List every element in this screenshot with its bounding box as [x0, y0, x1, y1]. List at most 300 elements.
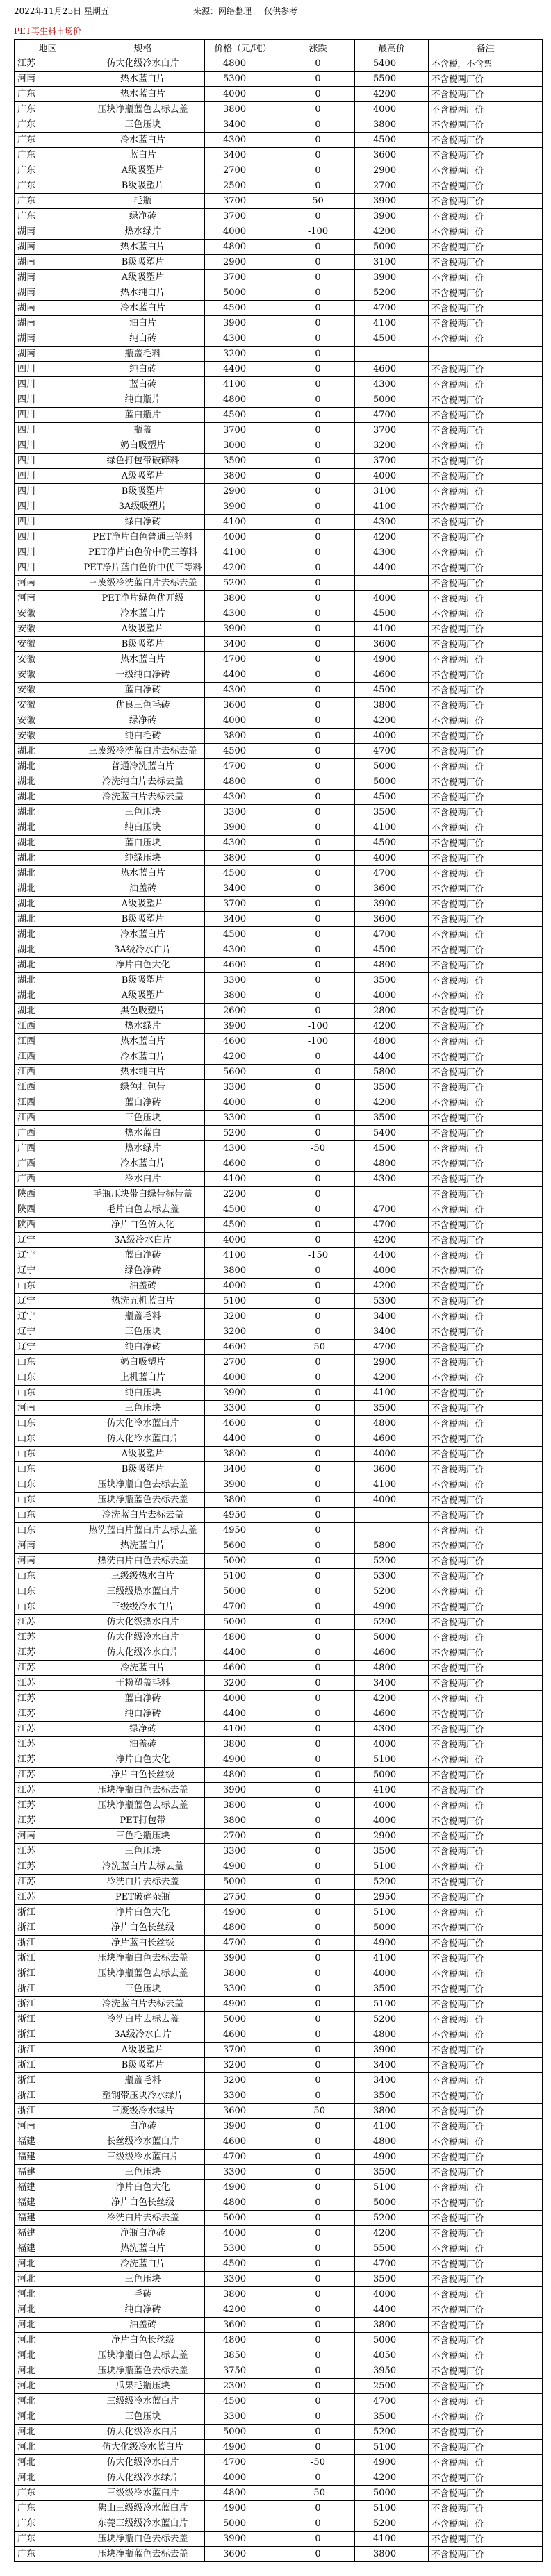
- high-price-cell: 4700: [355, 301, 429, 316]
- high-price-cell: 5400: [355, 56, 429, 72]
- high-price-cell: 4100: [355, 1783, 429, 1798]
- table-row: [15, 2257, 543, 2272]
- change-cell: 0: [281, 1569, 355, 1584]
- note-cell: 不含税两厂价: [429, 2532, 543, 2547]
- table-row: [15, 1966, 543, 1981]
- price-cell: 4900: [205, 1859, 281, 1875]
- change-cell: 0: [281, 2379, 355, 2394]
- table-row: [15, 484, 543, 499]
- spec-cell: 仿大化级冷水白片: [81, 2425, 205, 2440]
- change-cell: -50: [281, 1340, 355, 1355]
- table-row: [15, 2012, 543, 2027]
- region-cell: 河北: [15, 2257, 81, 2272]
- region-cell: 江西: [15, 1034, 81, 1049]
- note-cell: 不含税两厂价: [429, 1691, 543, 1706]
- note-cell: 不含税两厂价: [429, 1966, 543, 1981]
- table-row: [15, 1569, 543, 1584]
- table-row: [15, 1997, 543, 2012]
- table-row: [15, 667, 543, 683]
- table-row: [15, 1905, 543, 1920]
- table-row: [15, 1920, 543, 1936]
- note-cell: 不含税两厂价: [429, 1493, 543, 1508]
- region-cell: 四川: [15, 392, 81, 408]
- change-cell: 0: [281, 973, 355, 988]
- high-price-cell: 4000: [355, 1447, 429, 1462]
- price-cell: 5000: [205, 2012, 281, 2027]
- note-cell: 不含税两厂价: [429, 744, 543, 759]
- price-cell: 4000: [205, 2470, 281, 2486]
- note-cell: 不含税两厂价: [429, 927, 543, 942]
- spec-cell: 净片白色大化: [81, 958, 205, 973]
- price-cell: 5300: [205, 72, 281, 87]
- table-row: [15, 1416, 543, 1431]
- spec-cell: 油盖砖: [81, 1279, 205, 1294]
- note-cell: 不含税两厂价: [429, 454, 543, 469]
- region-cell: 四川: [15, 560, 81, 576]
- price-cell: 4900: [205, 2180, 281, 2195]
- spec-cell: 热水绿片: [81, 224, 205, 240]
- price-cell: 5000: [205, 2516, 281, 2532]
- spec-cell: 绿净砖: [81, 209, 205, 224]
- change-cell: 0: [281, 988, 355, 1004]
- spec-cell: 纯白净砖: [81, 2302, 205, 2318]
- region-cell: 广东: [15, 163, 81, 178]
- region-cell: 河北: [15, 2318, 81, 2333]
- report-source: 来源：网络整理: [193, 6, 252, 16]
- region-cell: 山东: [15, 1508, 81, 1523]
- change-cell: 0: [281, 942, 355, 958]
- table-row: [15, 1477, 543, 1493]
- table-row: [15, 2363, 543, 2379]
- price-cell: 3200: [205, 347, 281, 362]
- price-cell: 5000: [205, 1875, 281, 1890]
- price-cell: 4700: [205, 1599, 281, 1615]
- change-cell: -100: [281, 1019, 355, 1034]
- region-cell: 广东: [15, 209, 81, 224]
- change-cell: 0: [281, 1813, 355, 1829]
- price-cell: 4400: [205, 362, 281, 377]
- spec-cell: 三色压块: [81, 1981, 205, 1997]
- region-cell: 江西: [15, 1080, 81, 1095]
- region-cell: 四川: [15, 438, 81, 454]
- note-cell: 不含税两厂价: [429, 1875, 543, 1890]
- high-price-cell: 3900: [355, 2043, 429, 2058]
- change-cell: 0: [281, 2195, 355, 2211]
- spec-cell: 仿大化级冷水白片: [81, 1630, 205, 1645]
- change-cell: 0: [281, 790, 355, 805]
- change-cell: 0: [281, 2150, 355, 2165]
- high-price-cell: 5000: [355, 2195, 429, 2211]
- table-row: [15, 1431, 543, 1447]
- change-cell: 0: [281, 2318, 355, 2333]
- region-cell: 辽宁: [15, 1324, 81, 1340]
- region-cell: 安徽: [15, 729, 81, 744]
- change-cell: 0: [281, 1905, 355, 1920]
- price-cell: 3700: [205, 194, 281, 209]
- region-cell: 辽宁: [15, 1340, 81, 1355]
- price-cell: 4800: [205, 2195, 281, 2211]
- spec-cell: A级吸塑片: [81, 1447, 205, 1462]
- high-price-cell: 3700: [355, 423, 429, 438]
- note-cell: 不含税两厂价: [429, 1798, 543, 1813]
- spec-cell: 热水蓝白片: [81, 652, 205, 667]
- change-cell: 0: [281, 1966, 355, 1981]
- region-cell: 河北: [15, 2470, 81, 2486]
- table-row: [15, 2150, 543, 2165]
- change-cell: 0: [281, 1859, 355, 1875]
- spec-cell: 净瓶白净砖: [81, 2226, 205, 2241]
- note-cell: 不含税两厂价: [429, 1401, 543, 1416]
- region-cell: 山东: [15, 1370, 81, 1386]
- change-cell: 0: [281, 1936, 355, 1951]
- spec-cell: 净片白色仿大化: [81, 1218, 205, 1233]
- region-cell: 山东: [15, 1462, 81, 1477]
- high-price-cell: 4900: [355, 1599, 429, 1615]
- spec-cell: 瓶盖: [81, 423, 205, 438]
- note-cell: 不含税两厂价: [429, 1477, 543, 1493]
- spec-cell: 绿净砖: [81, 1722, 205, 1737]
- change-cell: 0: [281, 2333, 355, 2348]
- change-cell: 0: [281, 423, 355, 438]
- region-cell: 河南: [15, 1538, 81, 1554]
- price-cell: 3900: [205, 1783, 281, 1798]
- note-cell: 不含税两厂价: [429, 2241, 543, 2257]
- spec-cell: PET净片蓝白色价中优三等料: [81, 560, 205, 576]
- price-cell: 3200: [205, 1676, 281, 1691]
- note-cell: 不含税两厂价: [429, 1141, 543, 1156]
- spec-cell: 冷洗蓝白片: [81, 1661, 205, 1676]
- high-price-cell: 4400: [355, 2302, 429, 2318]
- price-cell: 4500: [205, 2394, 281, 2409]
- region-cell: 四川: [15, 484, 81, 499]
- high-price-cell: 4100: [355, 499, 429, 515]
- change-cell: 0: [281, 362, 355, 377]
- high-price-cell: 4700: [355, 1340, 429, 1355]
- table-row: [15, 836, 543, 851]
- change-cell: 0: [281, 1752, 355, 1768]
- high-price-cell: 3600: [355, 148, 429, 163]
- note-cell: 不含税两厂价: [429, 117, 543, 133]
- price-cell: 3900: [205, 820, 281, 836]
- spec-cell: 压块净瓶白色去标去盖: [81, 1951, 205, 1966]
- note-cell: 不含税两厂价: [429, 2058, 543, 2073]
- change-cell: 0: [281, 1493, 355, 1508]
- change-cell: 0: [281, 1065, 355, 1080]
- change-cell: 0: [281, 163, 355, 178]
- region-cell: 山东: [15, 1386, 81, 1401]
- note-cell: 不含税两厂价: [429, 1202, 543, 1218]
- note-cell: 不含税两厂价: [429, 836, 543, 851]
- spec-cell: 热水蓝白: [81, 1126, 205, 1141]
- spec-cell: 纯白砖: [81, 362, 205, 377]
- note-cell: 不含税两厂价: [429, 1049, 543, 1065]
- spec-cell: 绿色打包带: [81, 1080, 205, 1095]
- region-cell: 四川: [15, 530, 81, 545]
- note-cell: 不含税两厂价: [429, 1263, 543, 1279]
- note-cell: 不含税两厂价: [429, 1172, 543, 1187]
- price-cell: 3800: [205, 2287, 281, 2302]
- high-price-cell: 4700: [355, 2394, 429, 2409]
- table-row: [15, 1981, 543, 1997]
- table-row: [15, 927, 543, 942]
- table-row: [15, 2532, 543, 2547]
- table-row: [15, 1676, 543, 1691]
- high-price-cell: 4500: [355, 836, 429, 851]
- table-row: [15, 1752, 543, 1768]
- table-row: [15, 2501, 543, 2516]
- change-cell: 0: [281, 1386, 355, 1401]
- table-row: [15, 988, 543, 1004]
- note-cell: 不含税两厂价: [429, 683, 543, 698]
- change-cell: 0: [281, 133, 355, 148]
- spec-cell: 黑色吸塑片: [81, 1004, 205, 1019]
- price-cell: 4400: [205, 1706, 281, 1722]
- high-price-cell: 5500: [355, 72, 429, 87]
- spec-cell: PET打包带: [81, 1813, 205, 1829]
- table-row: [15, 606, 543, 622]
- note-cell: 不含税两厂价: [429, 1416, 543, 1431]
- high-price-cell: 5200: [355, 2425, 429, 2440]
- high-price-cell: [355, 1508, 429, 1523]
- change-cell: 0: [281, 698, 355, 713]
- price-cell: 4700: [205, 2150, 281, 2165]
- region-cell: 四川: [15, 377, 81, 392]
- price-cell: 3400: [205, 912, 281, 927]
- change-cell: 0: [281, 515, 355, 530]
- table-row: [15, 560, 543, 576]
- high-price-cell: 5000: [355, 392, 429, 408]
- high-price-cell: 4700: [355, 927, 429, 942]
- note-cell: 不含税两厂价: [429, 377, 543, 392]
- spec-cell: 仿大化级冷水白片: [81, 2455, 205, 2470]
- change-cell: 0: [281, 836, 355, 851]
- price-cell: 3900: [205, 2532, 281, 2547]
- table-row: [15, 178, 543, 194]
- high-price-cell: 3600: [355, 1462, 429, 1477]
- high-price-cell: [355, 1187, 429, 1202]
- region-cell: 浙江: [15, 1997, 81, 2012]
- change-cell: 0: [281, 1126, 355, 1141]
- change-cell: 0: [281, 87, 355, 102]
- note-cell: 不含税两厂价: [429, 622, 543, 637]
- note-cell: 不含税两厂价: [429, 2363, 543, 2379]
- spec-cell: 冷水白片: [81, 1172, 205, 1187]
- spec-cell: B级吸塑片: [81, 178, 205, 194]
- region-cell: 四川: [15, 499, 81, 515]
- table-row: [15, 1722, 543, 1737]
- high-price-cell: 4000: [355, 1737, 429, 1752]
- table-row: [15, 2470, 543, 2486]
- price-cell: 3800: [205, 988, 281, 1004]
- price-cell: 4300: [205, 942, 281, 958]
- high-price-cell: 4700: [355, 1202, 429, 1218]
- table-row: [15, 2134, 543, 2150]
- region-cell: 河南: [15, 1554, 81, 1569]
- price-cell: 4000: [205, 713, 281, 729]
- change-cell: 0: [281, 1401, 355, 1416]
- high-price-cell: 4200: [355, 1691, 429, 1706]
- region-cell: 山东: [15, 1584, 81, 1599]
- change-cell: 0: [281, 637, 355, 652]
- change-cell: 0: [281, 1599, 355, 1615]
- note-cell: 不含税两厂价: [429, 1431, 543, 1447]
- price-cell: 4300: [205, 790, 281, 805]
- region-cell: 河北: [15, 2425, 81, 2440]
- note-cell: 不含税两厂价: [429, 1661, 543, 1676]
- region-cell: 江西: [15, 1019, 81, 1034]
- note-cell: 不含税两厂价: [429, 2425, 543, 2440]
- price-cell: 3700: [205, 423, 281, 438]
- price-cell: 4800: [205, 2486, 281, 2501]
- high-price-cell: 5200: [355, 1584, 429, 1599]
- price-cell: 5300: [205, 2241, 281, 2257]
- table-row: [15, 270, 543, 285]
- spec-cell: 东莞三级级冷水蓝白片: [81, 2516, 205, 2532]
- price-cell: 5000: [205, 285, 281, 301]
- region-cell: 湖北: [15, 958, 81, 973]
- high-price-cell: 5100: [355, 1905, 429, 1920]
- change-cell: 0: [281, 912, 355, 927]
- high-price-cell: 4500: [355, 790, 429, 805]
- spec-cell: 上机蓝白片: [81, 1370, 205, 1386]
- region-cell: 湖南: [15, 347, 81, 362]
- table-row: [15, 1233, 543, 1248]
- note-cell: 不含税两厂价: [429, 2318, 543, 2333]
- note-cell: 不含税两厂价: [429, 591, 543, 606]
- price-cell: 4800: [205, 774, 281, 790]
- spec-cell: PET破碎杂瓶: [81, 1890, 205, 1905]
- region-cell: 浙江: [15, 1905, 81, 1920]
- region-cell: 江苏: [15, 1768, 81, 1783]
- region-cell: 山东: [15, 1279, 81, 1294]
- table-row: [15, 1386, 543, 1401]
- high-price-cell: 4300: [355, 545, 429, 560]
- price-cell: 3800: [205, 591, 281, 606]
- spec-cell: 蓝白片: [81, 148, 205, 163]
- note-cell: 不含税两厂价: [429, 2211, 543, 2226]
- change-cell: 0: [281, 2073, 355, 2088]
- price-cell: 4700: [205, 2455, 281, 2470]
- high-price-cell: 4300: [355, 515, 429, 530]
- note-cell: 不含税两厂价: [429, 194, 543, 209]
- table-row: [15, 1126, 543, 1141]
- change-cell: 0: [281, 1554, 355, 1569]
- region-cell: 四川: [15, 515, 81, 530]
- table-row: [15, 1599, 543, 1615]
- region-cell: 湖南: [15, 331, 81, 347]
- high-price-cell: 5100: [355, 2440, 429, 2455]
- high-price-cell: 4200: [355, 1279, 429, 1294]
- region-cell: 陕西: [15, 1187, 81, 1202]
- table-row: [15, 1691, 543, 1706]
- note-cell: 不含税两厂价: [429, 2272, 543, 2287]
- note-cell: 不含税两厂价: [429, 988, 543, 1004]
- spec-cell: 三废级冷洗蓝白片去标去盖: [81, 744, 205, 759]
- note-cell: 不含税两厂价: [429, 637, 543, 652]
- note-cell: 不含税两厂价: [429, 1630, 543, 1645]
- price-cell: 4400: [205, 1431, 281, 1447]
- high-price-cell: 5000: [355, 1920, 429, 1936]
- note-cell: 不含税两厂价: [429, 133, 543, 148]
- spec-cell: 三色毛瓶压块: [81, 1829, 205, 1844]
- region-cell: 江苏: [15, 1890, 81, 1905]
- table-row: [15, 729, 543, 744]
- high-price-cell: 4000: [355, 591, 429, 606]
- table-row: [15, 469, 543, 484]
- spec-cell: 热洗蓝白片: [81, 1538, 205, 1554]
- spec-cell: B级吸塑片: [81, 255, 205, 270]
- table-row: [15, 1798, 543, 1813]
- spec-cell: 冷洗蓝白片去标去盖: [81, 1508, 205, 1523]
- change-cell: 0: [281, 392, 355, 408]
- region-cell: 江苏: [15, 1844, 81, 1859]
- region-cell: 山东: [15, 1416, 81, 1431]
- change-cell: 0: [281, 2501, 355, 2516]
- high-price-cell: 5000: [355, 2333, 429, 2348]
- high-price-cell: 3800: [355, 698, 429, 713]
- price-cell: 4700: [205, 652, 281, 667]
- high-price-cell: 4200: [355, 713, 429, 729]
- high-price-cell: 4000: [355, 1798, 429, 1813]
- spec-cell: 冷水蓝白片: [81, 606, 205, 622]
- region-cell: 四川: [15, 454, 81, 469]
- high-price-cell: 3500: [355, 805, 429, 820]
- high-price-cell: 4100: [355, 1951, 429, 1966]
- spec-cell: 冷洗白片去标去盖: [81, 2012, 205, 2027]
- change-cell: 0: [281, 805, 355, 820]
- note-cell: 不含税两厂价: [429, 2348, 543, 2363]
- high-price-cell: 3500: [355, 2272, 429, 2287]
- table-row: [15, 224, 543, 240]
- price-cell: 4000: [205, 87, 281, 102]
- table-row: [15, 499, 543, 515]
- price-cell: 4800: [205, 1630, 281, 1645]
- change-cell: 0: [281, 820, 355, 836]
- table-row: [15, 1095, 543, 1111]
- high-price-cell: 4600: [355, 667, 429, 683]
- price-cell: 2700: [205, 163, 281, 178]
- spec-cell: 纯白砖: [81, 331, 205, 347]
- table-row: [15, 1813, 543, 1829]
- spec-cell: 压块净瓶蓝色去标去盖: [81, 102, 205, 117]
- region-cell: 福建: [15, 2150, 81, 2165]
- table-row: [15, 209, 543, 224]
- region-cell: 湖北: [15, 820, 81, 836]
- note-cell: 不含税两厂价: [429, 2379, 543, 2394]
- price-cell: 4800: [205, 2333, 281, 2348]
- region-cell: 山东: [15, 1477, 81, 1493]
- table-row: [15, 637, 543, 652]
- price-cell: 5100: [205, 1569, 281, 1584]
- note-cell: 不含税两厂价: [429, 912, 543, 927]
- table-row: [15, 1462, 543, 1477]
- change-cell: 0: [281, 1630, 355, 1645]
- column-header: 最高价: [355, 40, 429, 56]
- high-price-cell: 4000: [355, 729, 429, 744]
- change-cell: 0: [281, 591, 355, 606]
- price-cell: 3800: [205, 1737, 281, 1752]
- spec-cell: 仿大化级热水白片: [81, 1615, 205, 1630]
- price-cell: 4800: [205, 240, 281, 255]
- note-cell: 不含税两厂价: [429, 576, 543, 591]
- price-cell: 4700: [205, 1936, 281, 1951]
- region-cell: 福建: [15, 2180, 81, 2195]
- table-row: [15, 102, 543, 117]
- note-cell: 不含税两厂价: [429, 2302, 543, 2318]
- table-row: [15, 2440, 543, 2455]
- change-cell: 0: [281, 2088, 355, 2104]
- table-row: [15, 87, 543, 102]
